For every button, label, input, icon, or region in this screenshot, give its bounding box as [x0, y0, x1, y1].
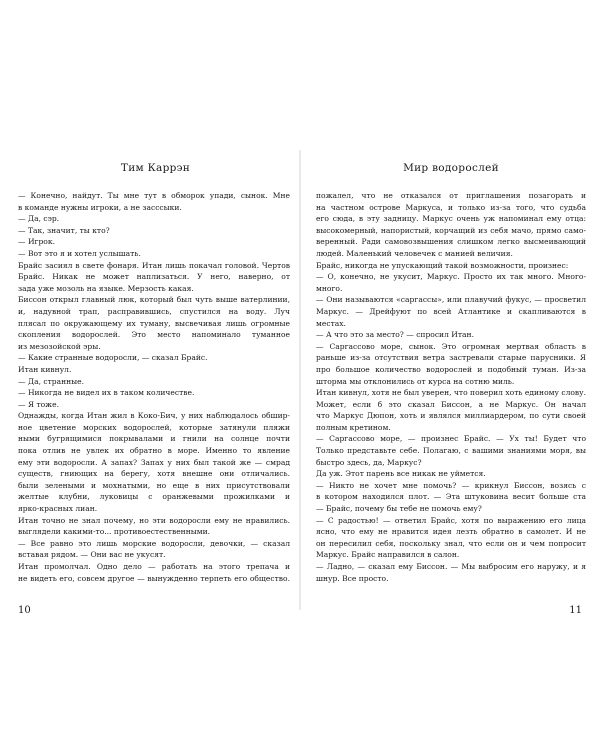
text-line: его сюда, в эту задницу. Маркус очень уж напоминал ему отца:: [316, 214, 586, 224]
text-line: — Конечно, найдут. Ты мне тут в обморок упади, сынок. Мне: [18, 191, 290, 200]
text-line: — Саргассово море, — произнес Брайс. — Ух ты! Будет что: [316, 434, 586, 444]
text-line: ясно, что ему не нравится идея лезть обратно в самолет. И не: [316, 527, 586, 537]
text-line: Итан точно не знал почему, но эти водоросли ему не нравились.: [18, 515, 290, 525]
text-line: Может, если б это сказал Биссон, а не Маркус. Он начал: [316, 399, 586, 409]
text-line: плясал по окружающему их туману, высвечивая лишь огромные: [18, 318, 290, 328]
text-line: не видеть его, совсем другое — вынужденно терпеть его общество.: [18, 573, 290, 583]
text-line: — А что это за место? — спросил Итан.: [316, 330, 474, 340]
text-line: Брайс. Никак не может наплизаться. У него, наверно, от: [18, 272, 290, 282]
text-line: — Да, сэр.: [18, 214, 60, 224]
text-line: Биссон открыл главный люк, который был чуть выше ватерлинии,: [18, 295, 290, 305]
text-line: ему эти водоросли. А запах? Запах у них был такой же — смрад: [18, 457, 290, 467]
text-line: скопления водорослей. Это место напоминало туманное: [18, 330, 290, 340]
text-line: из мезозойской эры.: [18, 341, 101, 351]
text-line: — Так, значит, ты кто?: [18, 225, 110, 235]
text-line: Брайс засиял в свете фонаря. Итан лишь покачал головой. Чертов: [18, 260, 290, 270]
text-line: местах.: [316, 318, 346, 328]
text-line: — Вот это я и хотел услышать.: [18, 248, 141, 258]
text-line: людей. Маленький человечек с манией величия.: [316, 248, 513, 258]
text-line: много.: [316, 283, 343, 293]
text-line: — Брайс, почему бы тебе не помочь ему?: [316, 504, 482, 514]
text-line: — Никто не хочет мне помочь? — крикнул Биссон, возясь с: [316, 480, 586, 490]
text-line: — Никогда не видел их в таком количестве.: [18, 388, 195, 398]
text-line: выглядели какими-то... противоестественными.: [18, 527, 211, 537]
text-line: ярко-красных лиан.: [18, 504, 98, 514]
text-line: Маркус. Брайс направился в салон.: [316, 550, 460, 560]
running-head-author: Тим Каррэн: [120, 162, 191, 174]
text-line: и, надувной трап, расправившись, спустился на воду. Луч: [18, 306, 290, 316]
left-body-text: [18, 190, 290, 584]
text-line: про большое количество водорослей и подобный туман. Из-за: [316, 364, 586, 374]
text-line: — Игрок.: [18, 237, 55, 247]
text-line: — Они называются «саргассы», или плавучий фукус, — просветил: [316, 295, 586, 305]
right-body-text: [316, 190, 586, 584]
text-line: ное цветение морских водорослей, которые затянули пляжи: [18, 422, 290, 432]
page-number-right: 11: [569, 605, 582, 616]
text-line: вставая рядом. — Они вас не укусят.: [18, 550, 166, 560]
text-line: — Саргассово море, сынок. Это огромная мертвая область в: [316, 341, 586, 351]
text-line: он пересилил себя, поскольку знал, что если он и чем попросит: [316, 538, 586, 548]
text-line: полным кретином.: [316, 422, 391, 432]
text-line: шторма мы отклонились от курса на сотню миль.: [316, 376, 515, 386]
text-line: быстро здесь, да, Маркус?: [316, 457, 422, 467]
text-line: Брайс, никогда не упускающий такой возможности, произнес:: [316, 260, 569, 270]
text-line: на частном острове Маркуса, и только из-за того, что судьба: [316, 202, 586, 212]
text-line: Итан промолчал. Одно дело — работать на этого трепача и: [18, 562, 290, 571]
text-line: зада уже мозоль на языке. Мерзость какая.: [18, 283, 194, 293]
text-line: что Маркус Дюпон, хоть и являлся миллиардером, по сути своей: [316, 411, 586, 421]
text-line: в котором находился плот. — Эта штуковина весит больше ста: [316, 492, 586, 502]
text-line: желтые клубни, луковицы с оранжевыми прожилками и: [18, 492, 290, 502]
text-line: Итан кивнул, хотя не был уверен, что поверил хоть единому слову.: [316, 388, 586, 398]
text-line: Маркус. — Дрейфуют по всей Атлантике и скапливаются в: [316, 306, 586, 316]
text-line: Только представьте себе. Полагаю, с вашими знаниями моря, вы: [316, 446, 586, 456]
running-head-title: Мир водорослей: [403, 162, 499, 174]
page-number-left: 10: [18, 605, 31, 616]
text-line: в команде нужны игроки, а не засссыки.: [18, 202, 182, 212]
text-line: — С радостью! — ответил Брайс, хотя по выражению его лица: [316, 515, 586, 525]
text-line: высокомерный, напористый, корчащий из себя мачо, прямо само-: [316, 225, 586, 235]
text-line: — Я тоже.: [18, 399, 59, 409]
right-page: [300, 0, 600, 750]
text-line: — Какие странные водоросли, — сказал Брайс.: [18, 353, 208, 363]
text-line: — Да, странные.: [18, 376, 85, 386]
text-line: — Ладно, — сказал ему Биссон. — Мы выбросим его наружу, и я: [316, 562, 586, 571]
text-line: веренный. Ради самовозвышения слишком легко высмеивающий: [316, 237, 586, 247]
text-line: шнур. Все просто.: [316, 573, 389, 583]
text-line: существ, гниющих на берегу, хотя внешне они отличались.: [18, 469, 290, 479]
text-line: — О, конечно, не укусит, Маркус. Просто их так много. Много-: [316, 272, 586, 282]
text-line: пожалел, что не отказался от приглашения позагорать и: [316, 191, 586, 200]
text-line: пока отлив не увлек их обратно в море. Именно то явление: [18, 446, 290, 456]
text-line: раньше из-за отсутствия ветра застревали старые парусники. Я: [316, 353, 586, 363]
text-line: Да уж. Этот парень все никак не уймется.: [316, 469, 486, 479]
text-line: Однажды, когда Итан жил в Коко-Бич, у них наблюдалось обшир-: [18, 411, 290, 421]
text-line: ными бугрящимися покрывалами и гнили на солнце почти: [18, 434, 290, 444]
text-line: Итан кивнул.: [18, 364, 72, 374]
text-line: были зелеными и мохнатыми, но еще в них присутствовали: [18, 480, 290, 490]
text-line: — Все равно это лишь морские водоросли, девочки, — сказал: [18, 538, 290, 548]
